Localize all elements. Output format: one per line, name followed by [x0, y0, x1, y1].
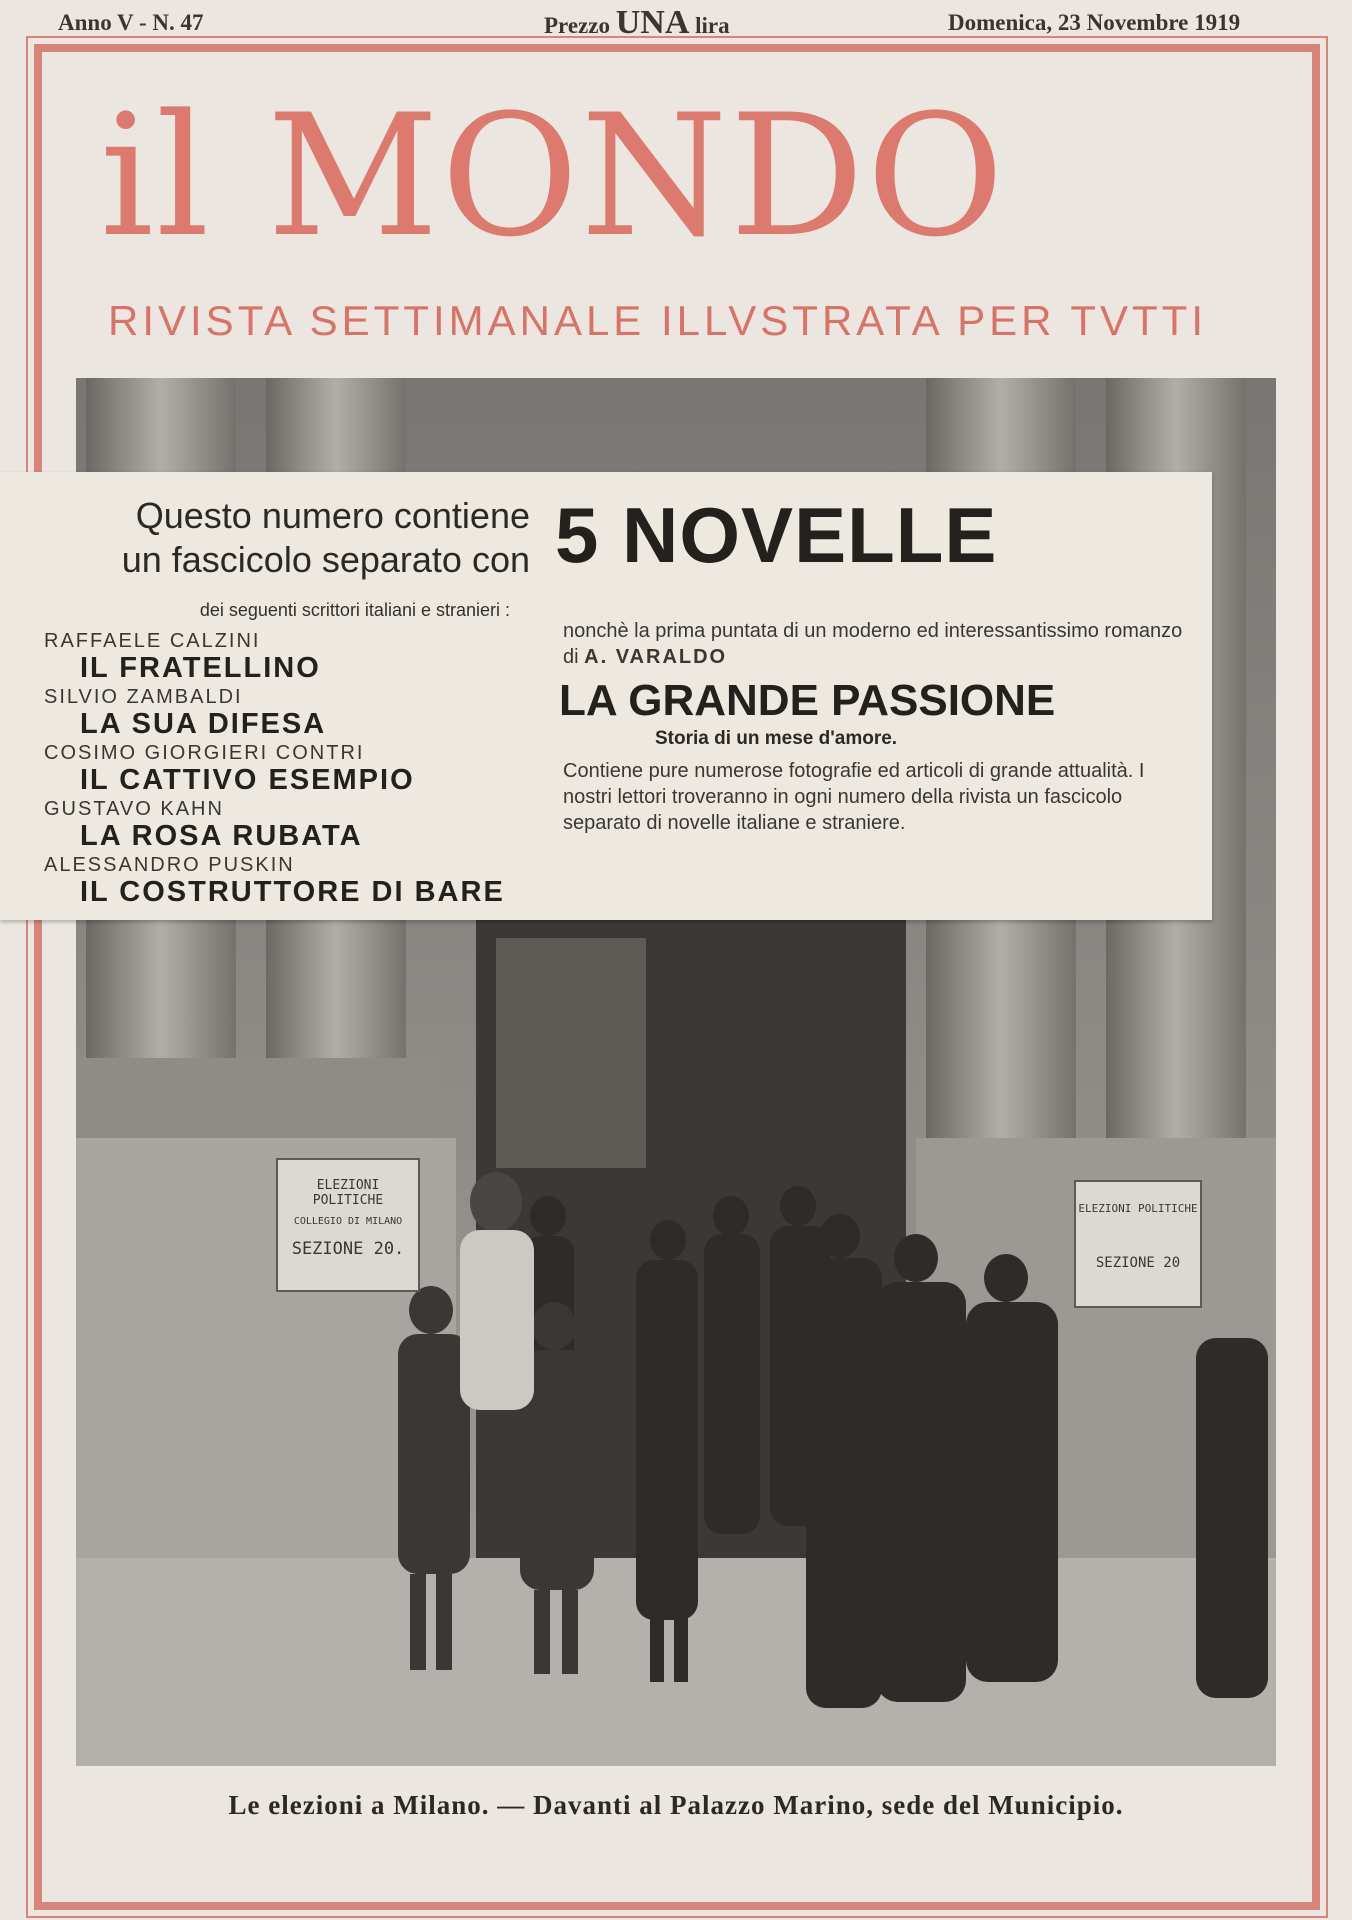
price-word: UNA — [615, 4, 690, 41]
price-suffix: lira — [695, 13, 730, 38]
banner-left-column — [0, 472, 530, 920]
magazine-title: il MONDO — [100, 78, 1007, 274]
novelle-headline: 5 NOVELLE — [555, 491, 998, 579]
election-sign-left — [276, 1158, 420, 1292]
story-title: IL COSTRUTTORE DI BARE — [80, 876, 505, 908]
story-item — [44, 686, 530, 742]
election-sign-right — [1074, 1180, 1202, 1308]
election-sign-section: SEZIONE 20. — [291, 1239, 405, 1259]
story-author: SILVIO ZAMBALDI — [44, 686, 243, 708]
novel-intro-text: nonchè la prima puntata di un moderno ed interessantissimo romanzo di — [563, 620, 1183, 668]
novel-title: LA GRANDE PASSIONE — [559, 676, 1056, 725]
story-author: RAFFAELE CALZINI — [44, 630, 261, 652]
story-title: LA ROSA RUBATA — [80, 820, 363, 852]
price-line — [544, 4, 730, 41]
novel-subtitle: Storia di un mese d'amore. — [655, 728, 898, 749]
banner-extra-text: Contiene pure numerose fotografie ed articoli di grande attualità. I nostri lettori troveranno in ogni numero della rivista un fascicolo separato di novelle italiane e straniere. — [563, 760, 1145, 834]
story-item — [44, 630, 530, 686]
novel-author: A. VARALDO — [584, 646, 728, 668]
election-sign-right-title: ELEZIONI POLITICHE — [1078, 1202, 1198, 1215]
novel-intro — [563, 618, 1183, 670]
story-list — [44, 630, 530, 910]
price-prefix: Prezzo — [544, 13, 610, 38]
issue-date: Domenica, 23 Novembre 1919 — [948, 10, 1241, 35]
story-item — [44, 798, 530, 854]
story-author: GUSTAVO KAHN — [44, 798, 224, 820]
banner-intro-line2: un fascicolo separato con — [121, 539, 530, 580]
election-sign-title: ELEZIONI POLITICHE — [312, 1178, 384, 1208]
writers-intro: dei seguenti scrittori italiani e stranieri : — [199, 600, 510, 620]
magazine-subtitle: RIVISTA SETTIMANALE ILLVSTRATA PER TVTTI — [108, 297, 1207, 344]
banner-intro-line1: Questo numero contiene — [135, 495, 530, 536]
story-title: IL CATTIVO ESEMPIO — [80, 764, 415, 796]
story-author: COSIMO GIORGIERI CONTRI — [44, 742, 365, 764]
story-author: ALESSANDRO PUSKIN — [44, 854, 295, 876]
story-title: IL FRATELLINO — [80, 652, 321, 684]
issue-number: Anno V - N. 47 — [58, 10, 204, 35]
banner-intro — [122, 494, 530, 582]
election-sign-district: COLLEGIO DI MILANO — [293, 1216, 403, 1227]
photo-caption: Le elezioni a Milano. — Davanti al Palazzo Marino, sede del Municipio. — [228, 1790, 1124, 1820]
story-title: LA SUA DIFESA — [80, 708, 327, 740]
announcement-banner — [0, 472, 1212, 920]
election-sign-right-section: SEZIONE 20 — [1095, 1255, 1181, 1271]
story-item — [44, 742, 530, 798]
banner-right-column — [555, 472, 1195, 920]
story-item — [44, 854, 530, 910]
masthead — [100, 78, 1260, 344]
